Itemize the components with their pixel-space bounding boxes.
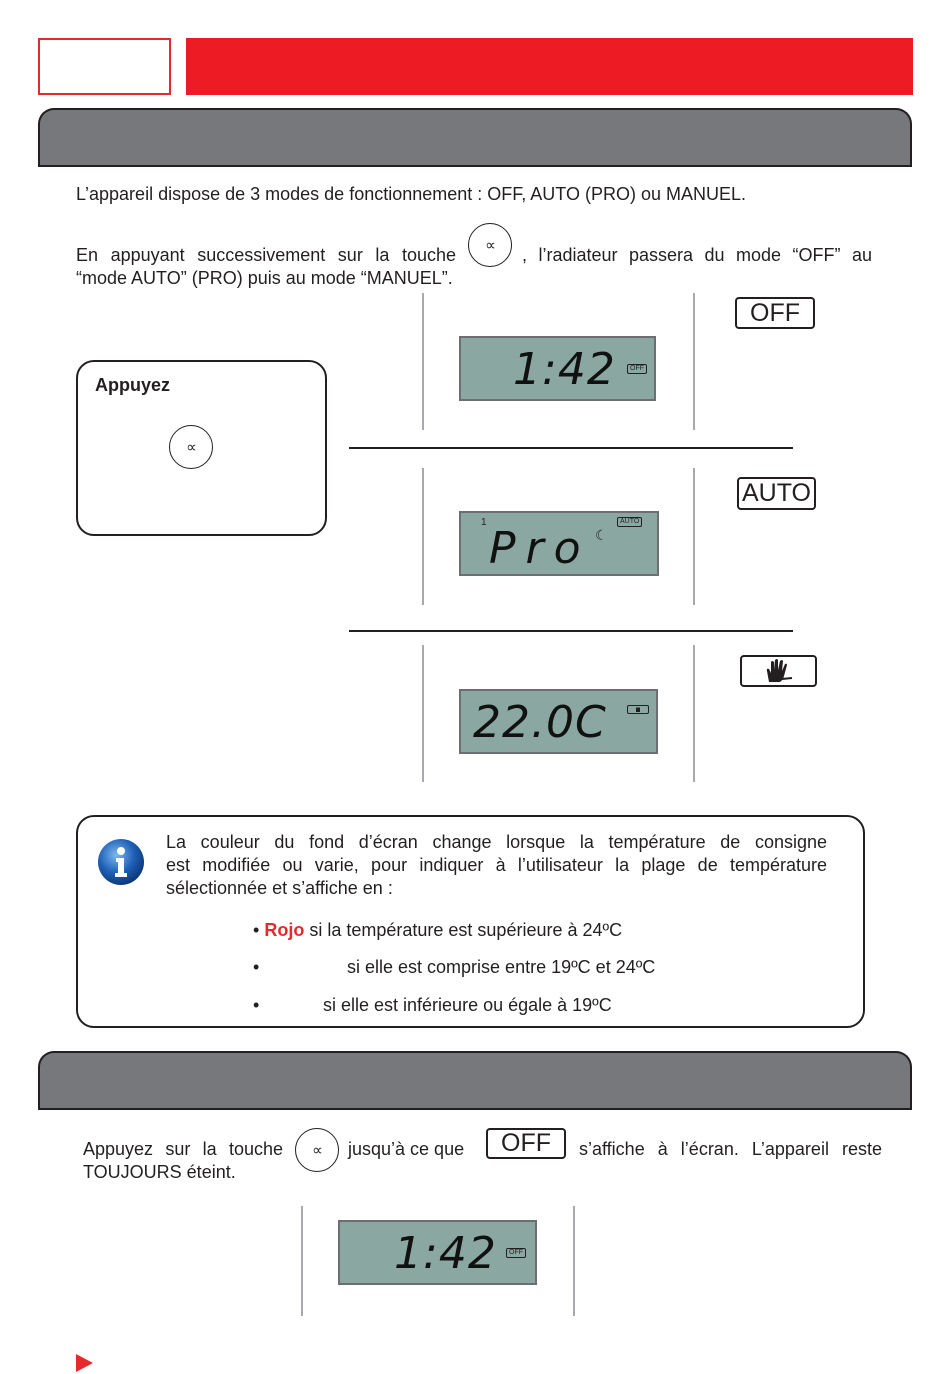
lcd-display-off [459,336,656,401]
bullet-middle-text: si elle est comprise entre 19ºC et 24ºC [347,957,656,977]
lcd-display-auto [459,511,659,576]
instruction-line1-b: , l’radiateur passera du mode “OFF” au [522,245,872,265]
lcd-off-indicator: OFF [506,1248,526,1258]
moon-icon: ☾ [595,527,608,543]
separator-vertical [573,1206,575,1316]
bullet-marker: • [253,995,260,1015]
off-instruction-a: Appuyez sur la touche [83,1139,283,1159]
page-number-box [38,38,171,95]
header-bar [186,38,913,95]
divider [349,447,793,449]
ok-button-icon: ∝ [468,223,512,267]
separator-vertical [693,468,695,605]
off-instruction-b: jusqu’à ce que [348,1139,465,1159]
lcd-program-number: 1 [481,517,487,528]
lcd-time: 1:42 [394,1228,497,1279]
bullet-marker: • [253,957,260,977]
off-instruction-line2: TOUJOURS éteint. [83,1162,236,1182]
mode-auto-badge: AUTO [737,477,816,510]
separator-vertical [422,645,424,782]
instruction-line2: “mode AUTO” (PRO) puis au mode “MANUEL”. [76,268,453,288]
section1-banner [38,108,912,165]
ok-button-icon: ∝ [295,1128,339,1172]
lcd-hand-indicator [627,705,649,714]
intro-text: L’appareil dispose de 3 modes de fonctionnement : OFF, AUTO (PRO) ou MANUEL. [76,184,746,204]
lcd-display-manual [459,689,658,754]
separator-vertical [422,468,424,605]
lcd-temperature: 22.0C [473,697,607,748]
off-instruction-c: s’affiche à l’écran. L’appareil reste [579,1139,882,1159]
separator-vertical [693,645,695,782]
instruction-line1-a: En appuyant successivement sur la touche [76,245,456,265]
bullet-red: • Rojo si la température est supérieure à 24ºC [253,920,623,940]
lcd-display-off-2 [338,1220,537,1285]
separator-vertical [693,293,695,430]
hand-icon [742,657,815,685]
separator-vertical [422,293,424,430]
mode-manual-badge [740,655,817,687]
footer-arrow-icon [76,1354,93,1372]
lcd-off-indicator: OFF [627,364,647,374]
lcd-time: 1:42 [513,344,616,395]
lcd-pro-text: Pro [489,523,591,574]
ok-button-icon: ∝ [169,425,213,469]
divider [349,630,793,632]
off-badge: OFF [486,1128,566,1159]
press-label: Appuyez [95,375,171,395]
lcd-auto-indicator: AUTO [617,517,642,527]
separator-vertical [301,1206,303,1316]
mode-off-badge: OFF [735,297,815,329]
info-text: La couleur du fond d’écran change lorsque la température de consigne est modifiée ou varie, pour indiquer à l’utilisateur la plage de température sélectionnée et s’affiche en : [166,832,827,898]
section2-banner [38,1051,912,1108]
info-icon [97,838,145,891]
bullet-low-text: si elle est inférieure ou égale à 19ºC [323,995,612,1015]
